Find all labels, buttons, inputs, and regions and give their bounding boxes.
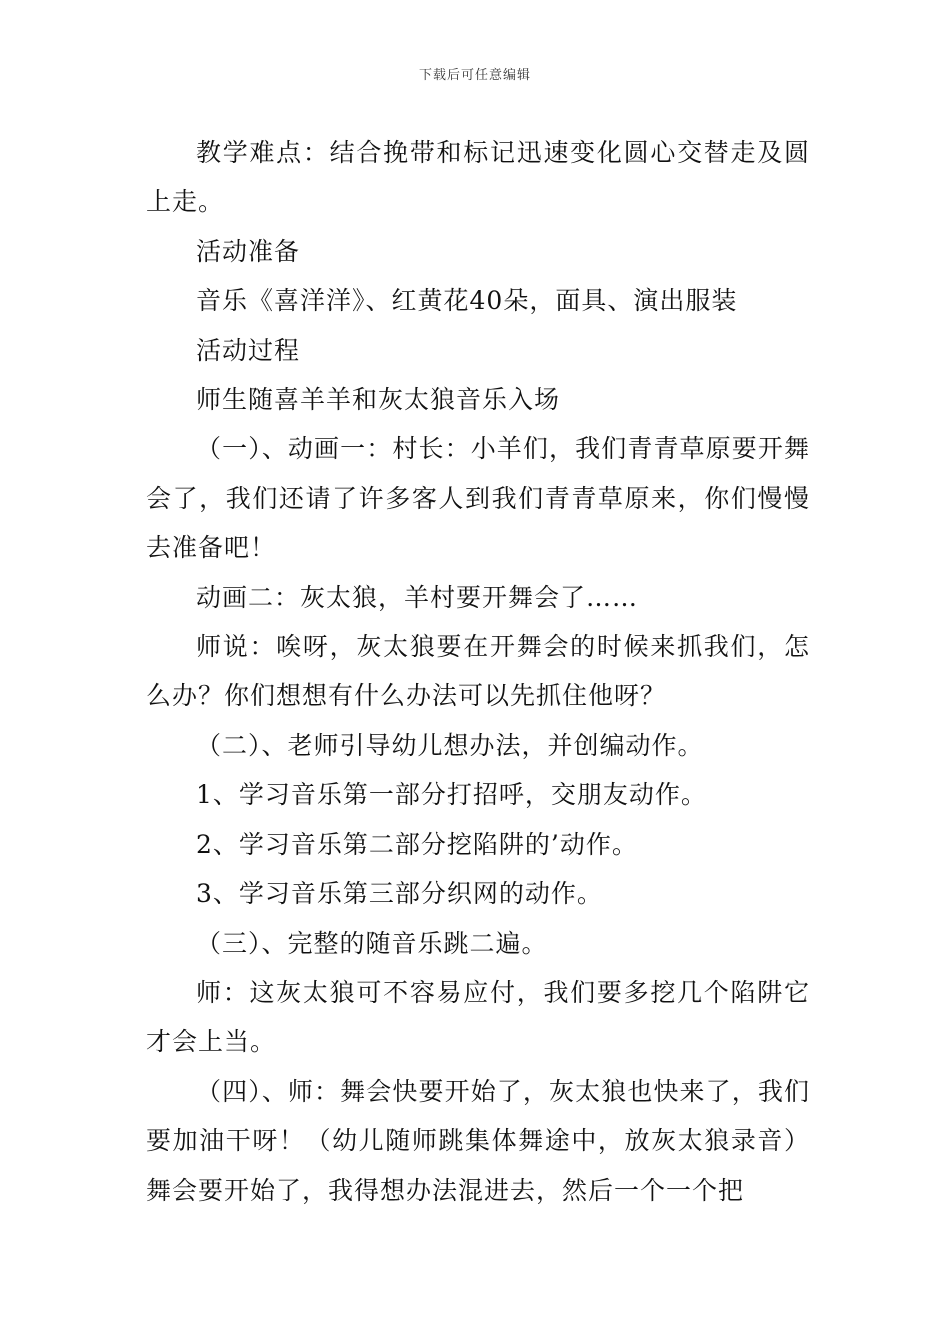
- paragraph-activity-preparation-heading: 活动准备: [196, 236, 301, 266]
- paragraph-teacher-trap: 师：这灰太狼可不容易应付，我们要多挖几个陷阱它才会上当。: [146, 977, 810, 1057]
- paragraph-step-two: （二）、老师引导幼儿想办法，并创编动作。: [196, 730, 704, 760]
- paragraph-item-one: 1、学习音乐第一部分打招呼，交朋友动作。: [196, 780, 707, 810]
- paragraph-teacher-says: 师说：唉呀，灰太狼要在开舞会的时候来抓我们，怎么办？你们想想有什么办法可以先抓住他呀？: [146, 632, 810, 711]
- paragraph-item-three: 3、学习音乐第三部分织网的动作。: [196, 879, 603, 909]
- paragraph-activity-process-heading: 活动过程: [196, 335, 301, 365]
- page-header: 下载后可任意编辑: [418, 68, 531, 83]
- document-body: [146, 128, 810, 1215]
- paragraph-step-four: （四）、师：舞会快要开始了，灰太狼也快来了，我们要加油干呀！（幼儿随师跳集体舞途中，放灰太狼录音）舞会要开始了，我得想办法混进去，然后一个一个把: [146, 1076, 810, 1205]
- paragraph-teaching-difficulty: 教学难点：结合挽带和标记迅速变化圆心交替走及圆上走。: [146, 138, 810, 217]
- paragraph-animation-two: 动画二：灰太狼，羊村要开舞会了……: [196, 582, 639, 612]
- paragraph-materials: 音乐《喜洋洋》、红黄花40朵，面具、演出服装: [196, 286, 738, 316]
- paragraph-step-three: （三）、完整的随音乐跳二遍。: [196, 928, 548, 958]
- paragraph-entrance: 师生随喜羊羊和灰太狼音乐入场: [196, 385, 561, 415]
- paragraph-step-one: （一）、动画一：村长：小羊们，我们青青草原要开舞会了，我们还请了许多客人到我们青青草原来，你们慢慢去准备吧！: [146, 434, 810, 563]
- paragraph-item-two: 2、学习音乐第二部分挖陷阱的’动作。: [196, 829, 638, 859]
